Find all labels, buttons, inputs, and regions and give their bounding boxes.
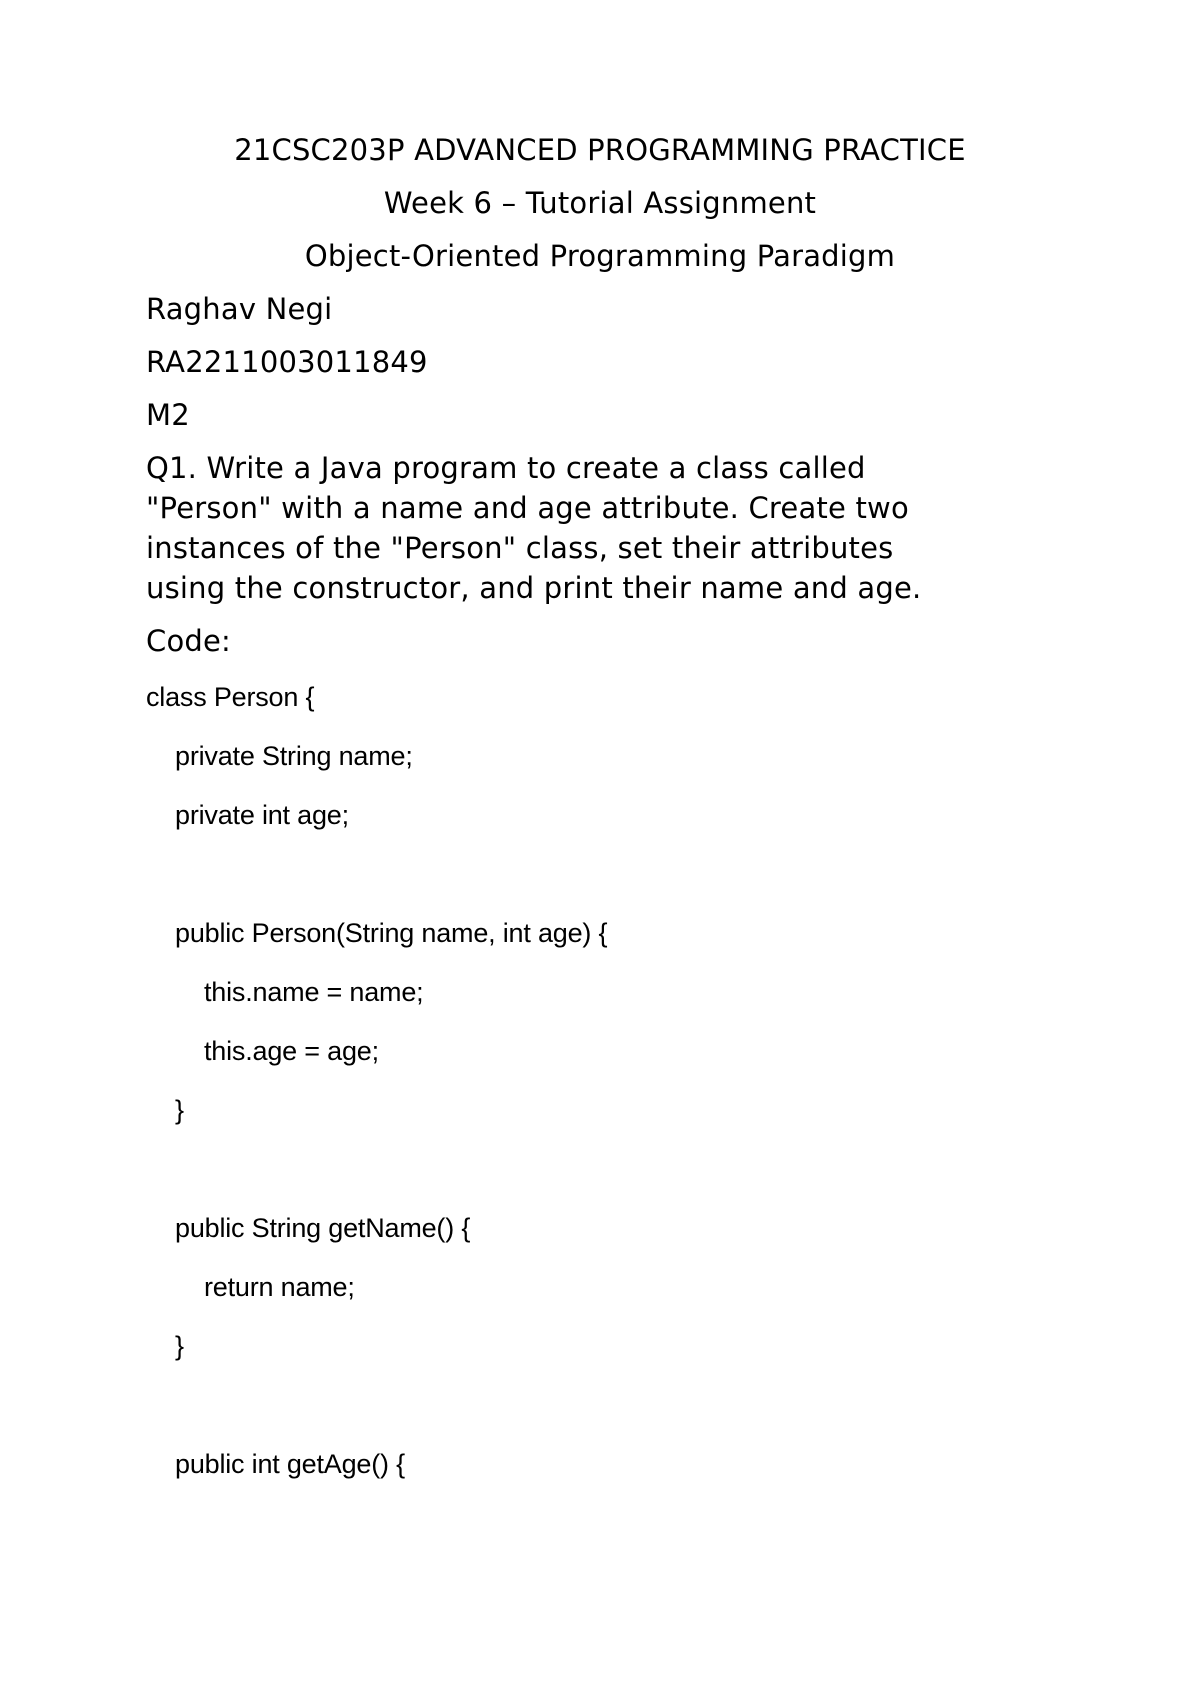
code-line: private int age; — [175, 800, 349, 830]
week-title: Week 6 – Tutorial Assignment — [383, 186, 817, 220]
question-line: "Person" with a name and age attribute. Create two — [146, 491, 909, 525]
code-line: } — [175, 1331, 184, 1361]
code-line: } — [175, 1095, 184, 1125]
code-line: public int getAge() { — [175, 1449, 405, 1479]
code-line: this.name = name; — [204, 977, 424, 1007]
code-line: this.age = age; — [204, 1036, 379, 1066]
code-line: private String name; — [175, 741, 413, 771]
code-line: public Person(String name, int age) { — [175, 918, 608, 948]
code-heading: Code: — [146, 624, 232, 658]
question-line: Q1. Write a Java program to create a class called — [146, 451, 866, 485]
student-section: M2 — [146, 398, 190, 432]
question-line: using the constructor, and print their name and age. — [146, 571, 922, 605]
topic-title: Object-Oriented Programming Paradigm — [304, 239, 896, 273]
course-title: 21CSC203P ADVANCED PROGRAMMING PRACTICE — [234, 133, 966, 167]
question-line: instances of the "Person" class, set their attributes — [146, 531, 894, 565]
student-reg-no: RA2211003011849 — [146, 345, 428, 379]
code-line: class Person { — [146, 682, 315, 712]
code-line: return name; — [204, 1272, 355, 1302]
student-name: Raghav Negi — [146, 292, 333, 326]
code-line: public String getName() { — [175, 1213, 471, 1243]
